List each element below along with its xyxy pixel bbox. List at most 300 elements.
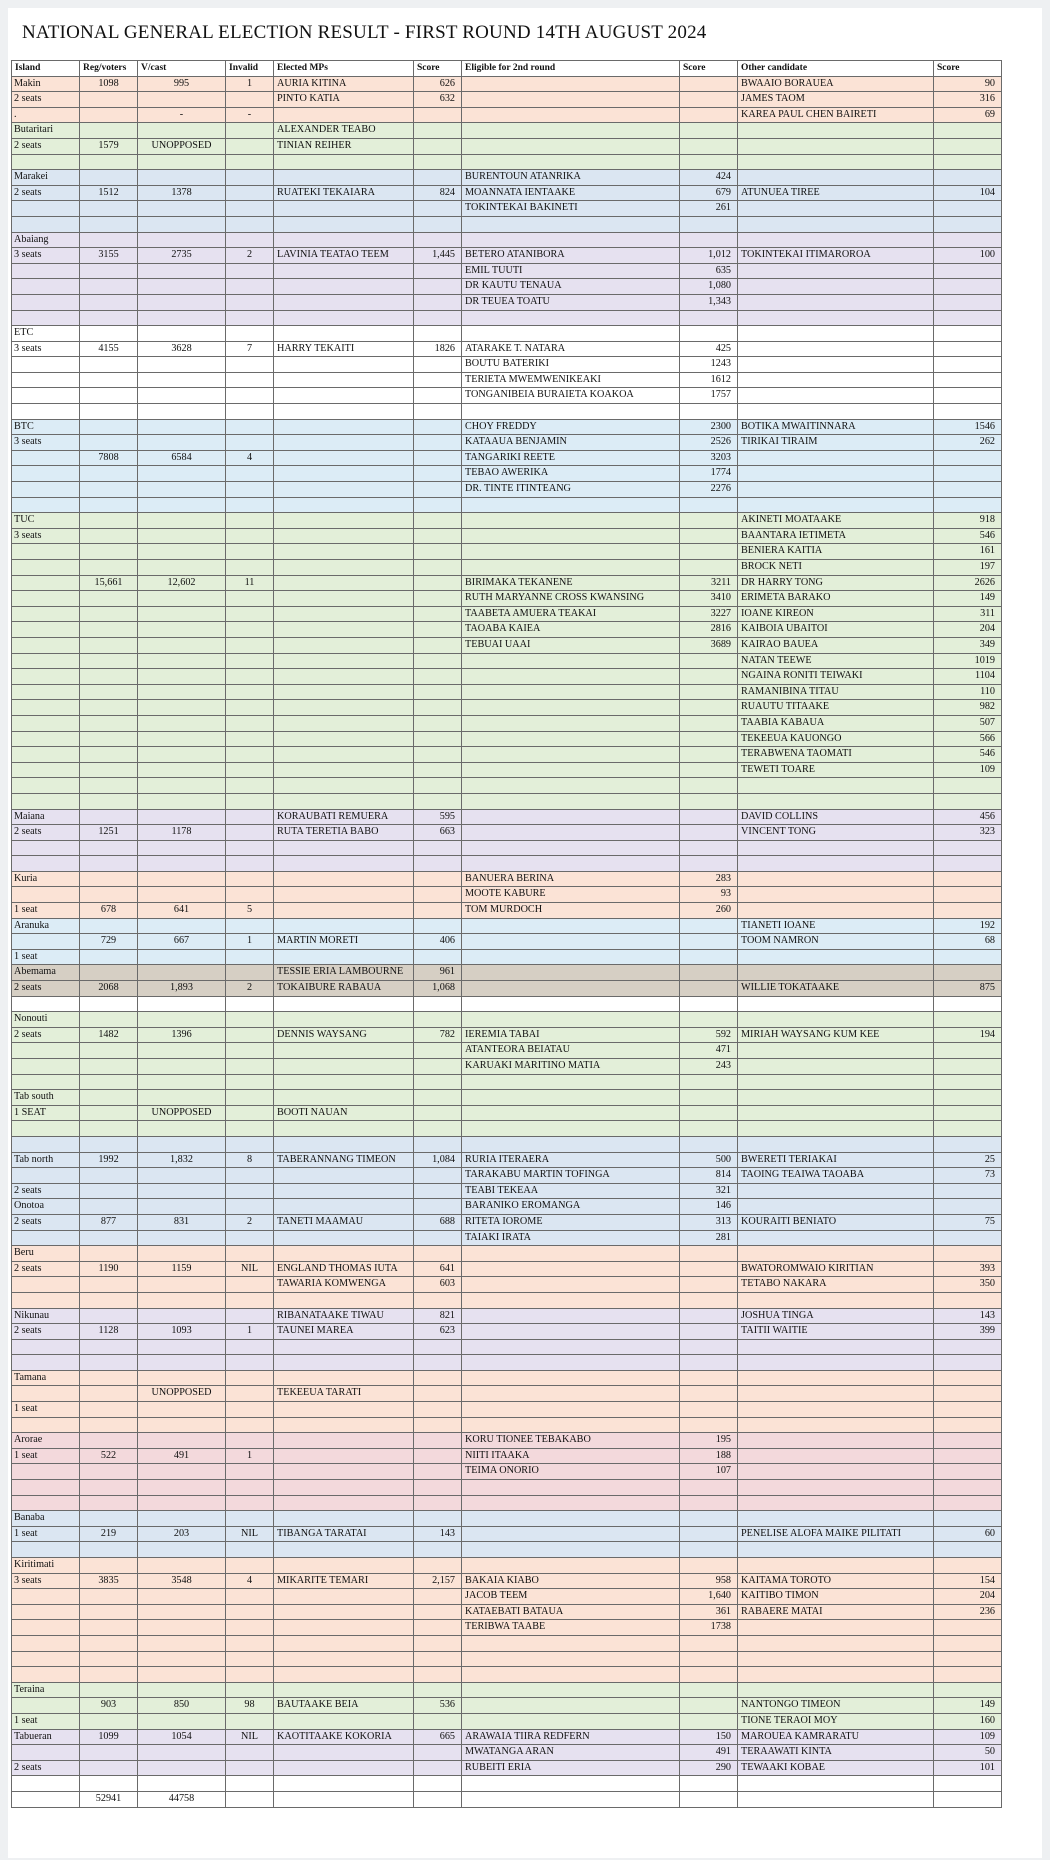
second-round-cell[interactable] xyxy=(462,1105,680,1121)
votes-cast-cell[interactable]: - xyxy=(138,107,226,123)
second-round-cell[interactable]: TANGARIKI REETE xyxy=(462,450,680,466)
reg-voters-cell[interactable] xyxy=(80,840,138,856)
second-round-cell[interactable] xyxy=(462,560,680,576)
elected-mp-cell[interactable]: KORAUBATI REMUERA xyxy=(274,809,414,825)
elected-score-cell[interactable] xyxy=(414,1682,462,1698)
votes-cast-cell[interactable] xyxy=(138,92,226,108)
second-round-cell[interactable] xyxy=(462,1667,680,1683)
second-round-score-cell[interactable] xyxy=(680,1074,738,1090)
second-round-cell[interactable]: KARUAKI MARITINO MATIA xyxy=(462,1059,680,1075)
island-cell[interactable]: 3 seats xyxy=(12,435,80,451)
elected-mp-cell[interactable] xyxy=(274,357,414,373)
second-round-score-cell[interactable] xyxy=(680,1386,738,1402)
second-round-score-cell[interactable]: 1612 xyxy=(680,372,738,388)
second-round-cell[interactable] xyxy=(462,1074,680,1090)
elected-mp-cell[interactable] xyxy=(274,731,414,747)
votes-cast-cell[interactable] xyxy=(138,154,226,170)
invalid-cell[interactable]: 7 xyxy=(226,341,274,357)
reg-voters-cell[interactable] xyxy=(80,1682,138,1698)
second-round-score-cell[interactable] xyxy=(680,747,738,763)
reg-voters-cell[interactable]: 219 xyxy=(80,1526,138,1542)
other-candidate-cell[interactable] xyxy=(738,1199,934,1215)
elected-score-cell[interactable] xyxy=(414,903,462,919)
elected-score-cell[interactable] xyxy=(414,622,462,638)
votes-cast-cell[interactable] xyxy=(138,232,226,248)
invalid-cell[interactable] xyxy=(226,1090,274,1106)
votes-cast-cell[interactable]: 1378 xyxy=(138,185,226,201)
other-candidate-cell[interactable]: NATAN TEEWE xyxy=(738,653,934,669)
reg-voters-cell[interactable] xyxy=(80,1760,138,1776)
votes-cast-cell[interactable] xyxy=(138,778,226,794)
island-cell[interactable] xyxy=(12,497,80,513)
invalid-cell[interactable]: - xyxy=(226,107,274,123)
other-score-cell[interactable] xyxy=(934,1667,1002,1683)
second-round-cell[interactable]: CHOY FREDDY xyxy=(462,419,680,435)
second-round-cell[interactable]: NIITI ITAAKA xyxy=(462,1448,680,1464)
votes-cast-cell[interactable] xyxy=(138,294,226,310)
invalid-cell[interactable] xyxy=(226,1168,274,1184)
other-score-cell[interactable] xyxy=(934,341,1002,357)
second-round-cell[interactable] xyxy=(462,1791,680,1807)
second-round-cell[interactable] xyxy=(462,1355,680,1371)
other-score-cell[interactable]: 1546 xyxy=(934,419,1002,435)
island-cell[interactable] xyxy=(12,669,80,685)
votes-cast-cell[interactable]: 1,832 xyxy=(138,1152,226,1168)
invalid-cell[interactable] xyxy=(226,606,274,622)
second-round-score-cell[interactable] xyxy=(680,310,738,326)
reg-voters-cell[interactable] xyxy=(80,1059,138,1075)
second-round-cell[interactable] xyxy=(462,715,680,731)
elected-score-cell[interactable] xyxy=(414,1620,462,1636)
island-cell[interactable] xyxy=(12,279,80,295)
island-cell[interactable] xyxy=(12,1667,80,1683)
island-cell[interactable] xyxy=(12,762,80,778)
reg-voters-cell[interactable] xyxy=(80,1464,138,1480)
invalid-cell[interactable] xyxy=(226,170,274,186)
invalid-cell[interactable] xyxy=(226,965,274,981)
elected-score-cell[interactable] xyxy=(414,1370,462,1386)
other-score-cell[interactable]: 101 xyxy=(934,1760,1002,1776)
other-score-cell[interactable]: 262 xyxy=(934,435,1002,451)
other-candidate-cell[interactable]: KAITIBO TIMON xyxy=(738,1589,934,1605)
votes-cast-cell[interactable] xyxy=(138,793,226,809)
reg-voters-cell[interactable] xyxy=(80,809,138,825)
elected-score-cell[interactable] xyxy=(414,528,462,544)
elected-mp-cell[interactable] xyxy=(274,715,414,731)
other-candidate-cell[interactable] xyxy=(738,1480,934,1496)
invalid-cell[interactable] xyxy=(226,949,274,965)
elected-score-cell[interactable] xyxy=(414,731,462,747)
other-candidate-cell[interactable] xyxy=(738,216,934,232)
reg-voters-cell[interactable]: 1098 xyxy=(80,76,138,92)
elected-mp-cell[interactable] xyxy=(274,1604,414,1620)
second-round-cell[interactable] xyxy=(462,1121,680,1137)
elected-score-cell[interactable] xyxy=(414,1136,462,1152)
elected-score-cell[interactable] xyxy=(414,1464,462,1480)
reg-voters-cell[interactable] xyxy=(80,871,138,887)
reg-voters-cell[interactable] xyxy=(80,731,138,747)
elected-score-cell[interactable]: 665 xyxy=(414,1729,462,1745)
second-round-score-cell[interactable] xyxy=(680,1339,738,1355)
second-round-cell[interactable]: KATAAUA BENJAMIN xyxy=(462,435,680,451)
invalid-cell[interactable] xyxy=(226,263,274,279)
elected-score-cell[interactable]: 782 xyxy=(414,1027,462,1043)
other-candidate-cell[interactable] xyxy=(738,1339,934,1355)
votes-cast-cell[interactable] xyxy=(138,684,226,700)
island-cell[interactable]: 2 seats xyxy=(12,1027,80,1043)
second-round-cell[interactable] xyxy=(462,934,680,950)
votes-cast-cell[interactable]: 641 xyxy=(138,903,226,919)
elected-score-cell[interactable] xyxy=(414,918,462,934)
invalid-cell[interactable] xyxy=(226,310,274,326)
other-score-cell[interactable]: 110 xyxy=(934,684,1002,700)
elected-mp-cell[interactable] xyxy=(274,560,414,576)
second-round-cell[interactable]: RUTH MARYANNE CROSS KWANSING xyxy=(462,591,680,607)
invalid-cell[interactable] xyxy=(226,1386,274,1402)
elected-mp-cell[interactable]: PINTO KATIA xyxy=(274,92,414,108)
votes-cast-cell[interactable] xyxy=(138,1246,226,1262)
second-round-cell[interactable]: EMIL TUUTI xyxy=(462,263,680,279)
elected-mp-cell[interactable] xyxy=(274,513,414,529)
invalid-cell[interactable] xyxy=(226,435,274,451)
island-cell[interactable] xyxy=(12,544,80,560)
reg-voters-cell[interactable] xyxy=(80,513,138,529)
island-cell[interactable]: TUC xyxy=(12,513,80,529)
elected-mp-cell[interactable] xyxy=(274,1402,414,1418)
island-cell[interactable]: 2 seats xyxy=(12,825,80,841)
invalid-cell[interactable] xyxy=(226,372,274,388)
second-round-cell[interactable] xyxy=(462,840,680,856)
island-cell[interactable]: 1 seat xyxy=(12,903,80,919)
second-round-cell[interactable]: BARANIKO EROMANGA xyxy=(462,1199,680,1215)
invalid-cell[interactable] xyxy=(226,279,274,295)
reg-voters-cell[interactable]: 2068 xyxy=(80,981,138,997)
elected-score-cell[interactable]: 623 xyxy=(414,1324,462,1340)
invalid-cell[interactable] xyxy=(226,466,274,482)
other-candidate-cell[interactable]: KOURAITI BENIATO xyxy=(738,1214,934,1230)
other-score-cell[interactable] xyxy=(934,138,1002,154)
elected-mp-cell[interactable] xyxy=(274,1355,414,1371)
reg-voters-cell[interactable] xyxy=(80,715,138,731)
votes-cast-cell[interactable] xyxy=(138,1480,226,1496)
second-round-score-cell[interactable]: 635 xyxy=(680,263,738,279)
elected-mp-cell[interactable] xyxy=(274,871,414,887)
second-round-score-cell[interactable] xyxy=(680,1308,738,1324)
other-candidate-cell[interactable] xyxy=(738,1558,934,1574)
second-round-score-cell[interactable] xyxy=(680,856,738,872)
elected-mp-cell[interactable] xyxy=(274,1183,414,1199)
second-round-score-cell[interactable]: 1243 xyxy=(680,357,738,373)
second-round-score-cell[interactable] xyxy=(680,1121,738,1137)
elected-score-cell[interactable] xyxy=(414,1339,462,1355)
other-candidate-cell[interactable] xyxy=(738,497,934,513)
elected-mp-cell[interactable] xyxy=(274,232,414,248)
second-round-score-cell[interactable] xyxy=(680,1713,738,1729)
second-round-score-cell[interactable]: 3211 xyxy=(680,575,738,591)
votes-cast-cell[interactable]: 3548 xyxy=(138,1573,226,1589)
second-round-cell[interactable] xyxy=(462,949,680,965)
elected-mp-cell[interactable] xyxy=(274,450,414,466)
island-cell[interactable] xyxy=(12,1542,80,1558)
votes-cast-cell[interactable] xyxy=(138,747,226,763)
elected-score-cell[interactable] xyxy=(414,1558,462,1574)
second-round-score-cell[interactable] xyxy=(680,981,738,997)
other-score-cell[interactable] xyxy=(934,1776,1002,1792)
elected-score-cell[interactable] xyxy=(414,871,462,887)
elected-mp-cell[interactable]: TANETI MAAMAU xyxy=(274,1214,414,1230)
other-score-cell[interactable] xyxy=(934,1495,1002,1511)
island-cell[interactable]: 2 seats xyxy=(12,1214,80,1230)
island-cell[interactable] xyxy=(12,1620,80,1636)
elected-mp-cell[interactable] xyxy=(274,778,414,794)
other-candidate-cell[interactable] xyxy=(738,1682,934,1698)
invalid-cell[interactable]: 4 xyxy=(226,450,274,466)
island-cell[interactable] xyxy=(12,216,80,232)
votes-cast-cell[interactable] xyxy=(138,1713,226,1729)
second-round-cell[interactable] xyxy=(462,965,680,981)
other-candidate-cell[interactable] xyxy=(738,1667,934,1683)
island-cell[interactable] xyxy=(12,1635,80,1651)
island-cell[interactable] xyxy=(12,591,80,607)
reg-voters-cell[interactable] xyxy=(80,404,138,420)
elected-mp-cell[interactable] xyxy=(274,326,414,342)
invalid-cell[interactable] xyxy=(226,1589,274,1605)
other-score-cell[interactable] xyxy=(934,1355,1002,1371)
elected-score-cell[interactable]: 2,157 xyxy=(414,1573,462,1589)
other-score-cell[interactable] xyxy=(934,450,1002,466)
second-round-score-cell[interactable] xyxy=(680,1261,738,1277)
island-cell[interactable]: 2 seats xyxy=(12,185,80,201)
second-round-cell[interactable] xyxy=(462,747,680,763)
invalid-cell[interactable] xyxy=(226,1292,274,1308)
votes-cast-cell[interactable] xyxy=(138,1760,226,1776)
invalid-cell[interactable] xyxy=(226,1620,274,1636)
second-round-score-cell[interactable] xyxy=(680,1105,738,1121)
reg-voters-cell[interactable] xyxy=(80,263,138,279)
second-round-score-cell[interactable] xyxy=(680,138,738,154)
second-round-score-cell[interactable]: 2300 xyxy=(680,419,738,435)
elected-mp-cell[interactable] xyxy=(274,1417,414,1433)
other-candidate-cell[interactable] xyxy=(738,1776,934,1792)
elected-score-cell[interactable] xyxy=(414,653,462,669)
other-score-cell[interactable] xyxy=(934,949,1002,965)
elected-score-cell[interactable] xyxy=(414,715,462,731)
reg-voters-cell[interactable] xyxy=(80,560,138,576)
reg-voters-cell[interactable] xyxy=(80,1012,138,1028)
elected-score-cell[interactable]: 143 xyxy=(414,1526,462,1542)
reg-voters-cell[interactable] xyxy=(80,497,138,513)
other-score-cell[interactable]: 349 xyxy=(934,637,1002,653)
second-round-score-cell[interactable] xyxy=(680,326,738,342)
elected-mp-cell[interactable] xyxy=(274,1495,414,1511)
other-score-cell[interactable] xyxy=(934,357,1002,373)
reg-voters-cell[interactable] xyxy=(80,1230,138,1246)
second-round-cell[interactable] xyxy=(462,107,680,123)
other-candidate-cell[interactable]: BENIERA KAITIA xyxy=(738,544,934,560)
elected-mp-cell[interactable] xyxy=(274,1760,414,1776)
island-cell[interactable] xyxy=(12,1230,80,1246)
second-round-cell[interactable] xyxy=(462,653,680,669)
votes-cast-cell[interactable] xyxy=(138,1464,226,1480)
second-round-cell[interactable] xyxy=(462,497,680,513)
reg-voters-cell[interactable]: 1128 xyxy=(80,1324,138,1340)
other-score-cell[interactable] xyxy=(934,778,1002,794)
island-cell[interactable] xyxy=(12,575,80,591)
other-score-cell[interactable]: 2626 xyxy=(934,575,1002,591)
invalid-cell[interactable] xyxy=(226,1355,274,1371)
other-score-cell[interactable]: 75 xyxy=(934,1214,1002,1230)
reg-voters-cell[interactable] xyxy=(80,1168,138,1184)
other-candidate-cell[interactable]: TIONE TERAOI MOY xyxy=(738,1713,934,1729)
invalid-cell[interactable] xyxy=(226,762,274,778)
second-round-score-cell[interactable] xyxy=(680,1090,738,1106)
invalid-cell[interactable] xyxy=(226,497,274,513)
elected-score-cell[interactable] xyxy=(414,216,462,232)
second-round-cell[interactable]: TONGANIBEIA BURAIETA KOAKOA xyxy=(462,388,680,404)
second-round-cell[interactable]: ATANTEORA BEIATAU xyxy=(462,1043,680,1059)
second-round-cell[interactable]: TERIBWA TAABE xyxy=(462,1620,680,1636)
invalid-cell[interactable]: NIL xyxy=(226,1729,274,1745)
island-cell[interactable]: Teraina xyxy=(12,1682,80,1698)
other-score-cell[interactable] xyxy=(934,871,1002,887)
elected-mp-cell[interactable] xyxy=(274,1620,414,1636)
elected-score-cell[interactable] xyxy=(414,840,462,856)
second-round-score-cell[interactable] xyxy=(680,715,738,731)
reg-voters-cell[interactable]: 1992 xyxy=(80,1152,138,1168)
second-round-cell[interactable]: BANUERA BERINA xyxy=(462,871,680,887)
invalid-cell[interactable] xyxy=(226,232,274,248)
elected-score-cell[interactable] xyxy=(414,606,462,622)
elected-mp-cell[interactable] xyxy=(274,622,414,638)
other-score-cell[interactable] xyxy=(934,263,1002,279)
elected-score-cell[interactable] xyxy=(414,450,462,466)
other-candidate-cell[interactable] xyxy=(738,1417,934,1433)
elected-mp-cell[interactable] xyxy=(274,1339,414,1355)
second-round-score-cell[interactable]: 313 xyxy=(680,1214,738,1230)
elected-mp-cell[interactable]: AURIA KITINA xyxy=(274,76,414,92)
other-candidate-cell[interactable]: TETABO NAKARA xyxy=(738,1277,934,1293)
reg-voters-cell[interactable]: 15,661 xyxy=(80,575,138,591)
island-cell[interactable] xyxy=(12,372,80,388)
other-candidate-cell[interactable] xyxy=(738,154,934,170)
second-round-score-cell[interactable]: 107 xyxy=(680,1464,738,1480)
other-score-cell[interactable]: 104 xyxy=(934,185,1002,201)
reg-voters-cell[interactable] xyxy=(80,1246,138,1262)
second-round-score-cell[interactable] xyxy=(680,1402,738,1418)
second-round-score-cell[interactable] xyxy=(680,684,738,700)
second-round-cell[interactable] xyxy=(462,1682,680,1698)
reg-voters-cell[interactable] xyxy=(80,372,138,388)
elected-mp-cell[interactable] xyxy=(274,1292,414,1308)
invalid-cell[interactable] xyxy=(226,1760,274,1776)
votes-cast-cell[interactable]: 6584 xyxy=(138,450,226,466)
reg-voters-cell[interactable] xyxy=(80,637,138,653)
elected-score-cell[interactable] xyxy=(414,404,462,420)
reg-voters-cell[interactable] xyxy=(80,1433,138,1449)
other-score-cell[interactable]: 982 xyxy=(934,700,1002,716)
island-cell[interactable]: Tamana xyxy=(12,1370,80,1386)
elected-score-cell[interactable]: 688 xyxy=(414,1214,462,1230)
second-round-score-cell[interactable]: 814 xyxy=(680,1168,738,1184)
reg-voters-cell[interactable] xyxy=(80,793,138,809)
invalid-cell[interactable] xyxy=(226,622,274,638)
other-candidate-cell[interactable] xyxy=(738,1012,934,1028)
island-cell[interactable] xyxy=(12,1074,80,1090)
other-candidate-cell[interactable]: TIANETI IOANE xyxy=(738,918,934,934)
votes-cast-cell[interactable] xyxy=(138,1074,226,1090)
second-round-cell[interactable] xyxy=(462,76,680,92)
elected-score-cell[interactable] xyxy=(414,1791,462,1807)
votes-cast-cell[interactable] xyxy=(138,871,226,887)
invalid-cell[interactable] xyxy=(226,747,274,763)
second-round-cell[interactable]: BIRIMAKA TEKANENE xyxy=(462,575,680,591)
invalid-cell[interactable] xyxy=(226,1246,274,1262)
elected-score-cell[interactable] xyxy=(414,1542,462,1558)
votes-cast-cell[interactable]: 3628 xyxy=(138,341,226,357)
other-score-cell[interactable]: 25 xyxy=(934,1152,1002,1168)
island-cell[interactable] xyxy=(12,560,80,576)
second-round-score-cell[interactable] xyxy=(680,762,738,778)
island-cell[interactable] xyxy=(12,1043,80,1059)
elected-mp-cell[interactable] xyxy=(274,1464,414,1480)
second-round-score-cell[interactable] xyxy=(680,700,738,716)
island-cell[interactable] xyxy=(12,1745,80,1761)
other-candidate-cell[interactable]: IOANE KIREON xyxy=(738,606,934,622)
invalid-cell[interactable] xyxy=(226,1433,274,1449)
reg-voters-cell[interactable]: 1482 xyxy=(80,1027,138,1043)
invalid-cell[interactable] xyxy=(226,1402,274,1418)
elected-mp-cell[interactable] xyxy=(274,1246,414,1262)
reg-voters-cell[interactable] xyxy=(80,1199,138,1215)
reg-voters-cell[interactable]: 522 xyxy=(80,1448,138,1464)
other-score-cell[interactable] xyxy=(934,1448,1002,1464)
votes-cast-cell[interactable] xyxy=(138,1292,226,1308)
votes-cast-cell[interactable] xyxy=(138,622,226,638)
second-round-score-cell[interactable]: 290 xyxy=(680,1760,738,1776)
second-round-cell[interactable] xyxy=(462,1713,680,1729)
second-round-score-cell[interactable]: 958 xyxy=(680,1573,738,1589)
elected-score-cell[interactable]: 663 xyxy=(414,825,462,841)
second-round-cell[interactable] xyxy=(462,918,680,934)
elected-score-cell[interactable] xyxy=(414,669,462,685)
elected-mp-cell[interactable] xyxy=(274,606,414,622)
second-round-cell[interactable]: TAIAKI IRATA xyxy=(462,1230,680,1246)
other-candidate-cell[interactable]: DR HARRY TONG xyxy=(738,575,934,591)
elected-mp-cell[interactable]: RUATEKI TEKAIARA xyxy=(274,185,414,201)
elected-mp-cell[interactable] xyxy=(274,1090,414,1106)
reg-voters-cell[interactable] xyxy=(80,435,138,451)
elected-mp-cell[interactable] xyxy=(274,466,414,482)
other-score-cell[interactable] xyxy=(934,372,1002,388)
other-candidate-cell[interactable] xyxy=(738,263,934,279)
island-cell[interactable]: Nonouti xyxy=(12,1012,80,1028)
invalid-cell[interactable] xyxy=(226,1370,274,1386)
reg-voters-cell[interactable] xyxy=(80,700,138,716)
island-cell[interactable]: Tabueran xyxy=(12,1729,80,1745)
other-score-cell[interactable] xyxy=(934,996,1002,1012)
second-round-score-cell[interactable] xyxy=(680,1495,738,1511)
other-score-cell[interactable]: 154 xyxy=(934,1573,1002,1589)
second-round-score-cell[interactable] xyxy=(680,840,738,856)
second-round-score-cell[interactable] xyxy=(680,544,738,560)
island-cell[interactable]: 2 seats xyxy=(12,1261,80,1277)
elected-score-cell[interactable]: 1,084 xyxy=(414,1152,462,1168)
votes-cast-cell[interactable] xyxy=(138,201,226,217)
elected-score-cell[interactable] xyxy=(414,1511,462,1527)
reg-voters-cell[interactable] xyxy=(80,1402,138,1418)
second-round-cell[interactable]: KATAEBATI BATAUA xyxy=(462,1604,680,1620)
other-candidate-cell[interactable] xyxy=(738,1635,934,1651)
